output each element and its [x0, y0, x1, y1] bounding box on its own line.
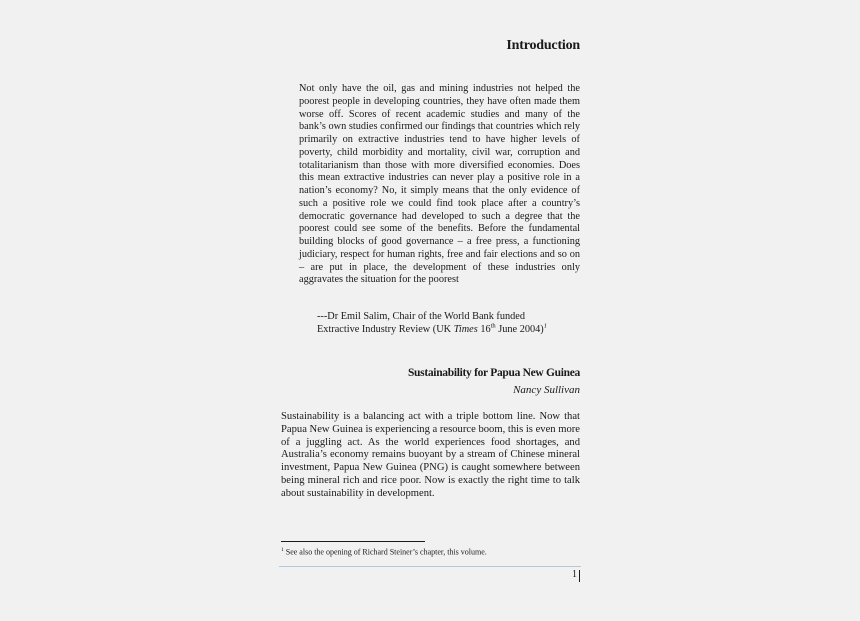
- attribution-date-rest: June 2004): [495, 324, 544, 335]
- block-quote: [299, 83, 580, 287]
- introduction-heading: Introduction: [506, 38, 580, 53]
- footnote-number: 1: [281, 547, 284, 553]
- footnote-reference[interactable]: 1: [543, 322, 547, 330]
- footnote-divider: [281, 541, 425, 542]
- quote-text: Not only have the oil, gas and mining industries not helped the poorest people in developing countries, they have often made them worse off. Scores of recent academic studies and many of the bank’s own studies confirmed our findings that countries which rely primarily on extractive industries tend to have higher levels of poverty, child morbidity and mortality, civil war, corruption and totalitarianism than those with more diversified economies. Does this mean extractive industries can never play a positive role in a nation’s economy? No, it simply means that the only evidence of such a positive role we could find took place after a country’s democratic governance had developed to such a degree that the poorest could see some of the benefits. Before the fundamental building blocks of good governance – a free press, a functioning judiciary, respect for human rights, free and fair elections and so on – are put in place, the development of these industries only aggravates the situation for the poorest: [299, 83, 580, 286]
- footnote-text: See also the opening of Richard Steiner’s chapter, this volume.: [283, 547, 487, 557]
- section-author: Nancy Sullivan: [513, 384, 580, 396]
- section-body: [281, 411, 580, 501]
- page-number: 1: [572, 569, 577, 580]
- attribution-line-2: [317, 323, 587, 336]
- page-number-bar: [579, 570, 580, 582]
- quote-attribution: [317, 310, 587, 336]
- footer-divider: [279, 566, 581, 567]
- attribution-date-suffix: th: [490, 322, 496, 330]
- attribution-source-prefix: Extractive Industry Review (UK: [317, 324, 454, 335]
- attribution-date-day: 16: [480, 324, 491, 335]
- body-paragraph: Sustainability is a balancing act with a triple bottom line. Now that Papua New Guinea is experiencing a resource boom, this is even more of a juggling act. As the world experiences food shortages, and Australia’s economy remains buoyant by a stream of Chinese mineral investment, Papua New Guinea (PNG) is caught somewhere between being mineral rich and rice poor. Now is exactly the right time to talk about sustainability in development.: [281, 411, 580, 499]
- footnote: [281, 545, 581, 558]
- section-title: Sustainability for Papua New Guinea: [407, 367, 580, 379]
- attribution-line-1: ---Dr Emil Salim, Chair of the World Bank funded: [317, 311, 526, 322]
- attribution-newspaper: Times: [453, 324, 478, 335]
